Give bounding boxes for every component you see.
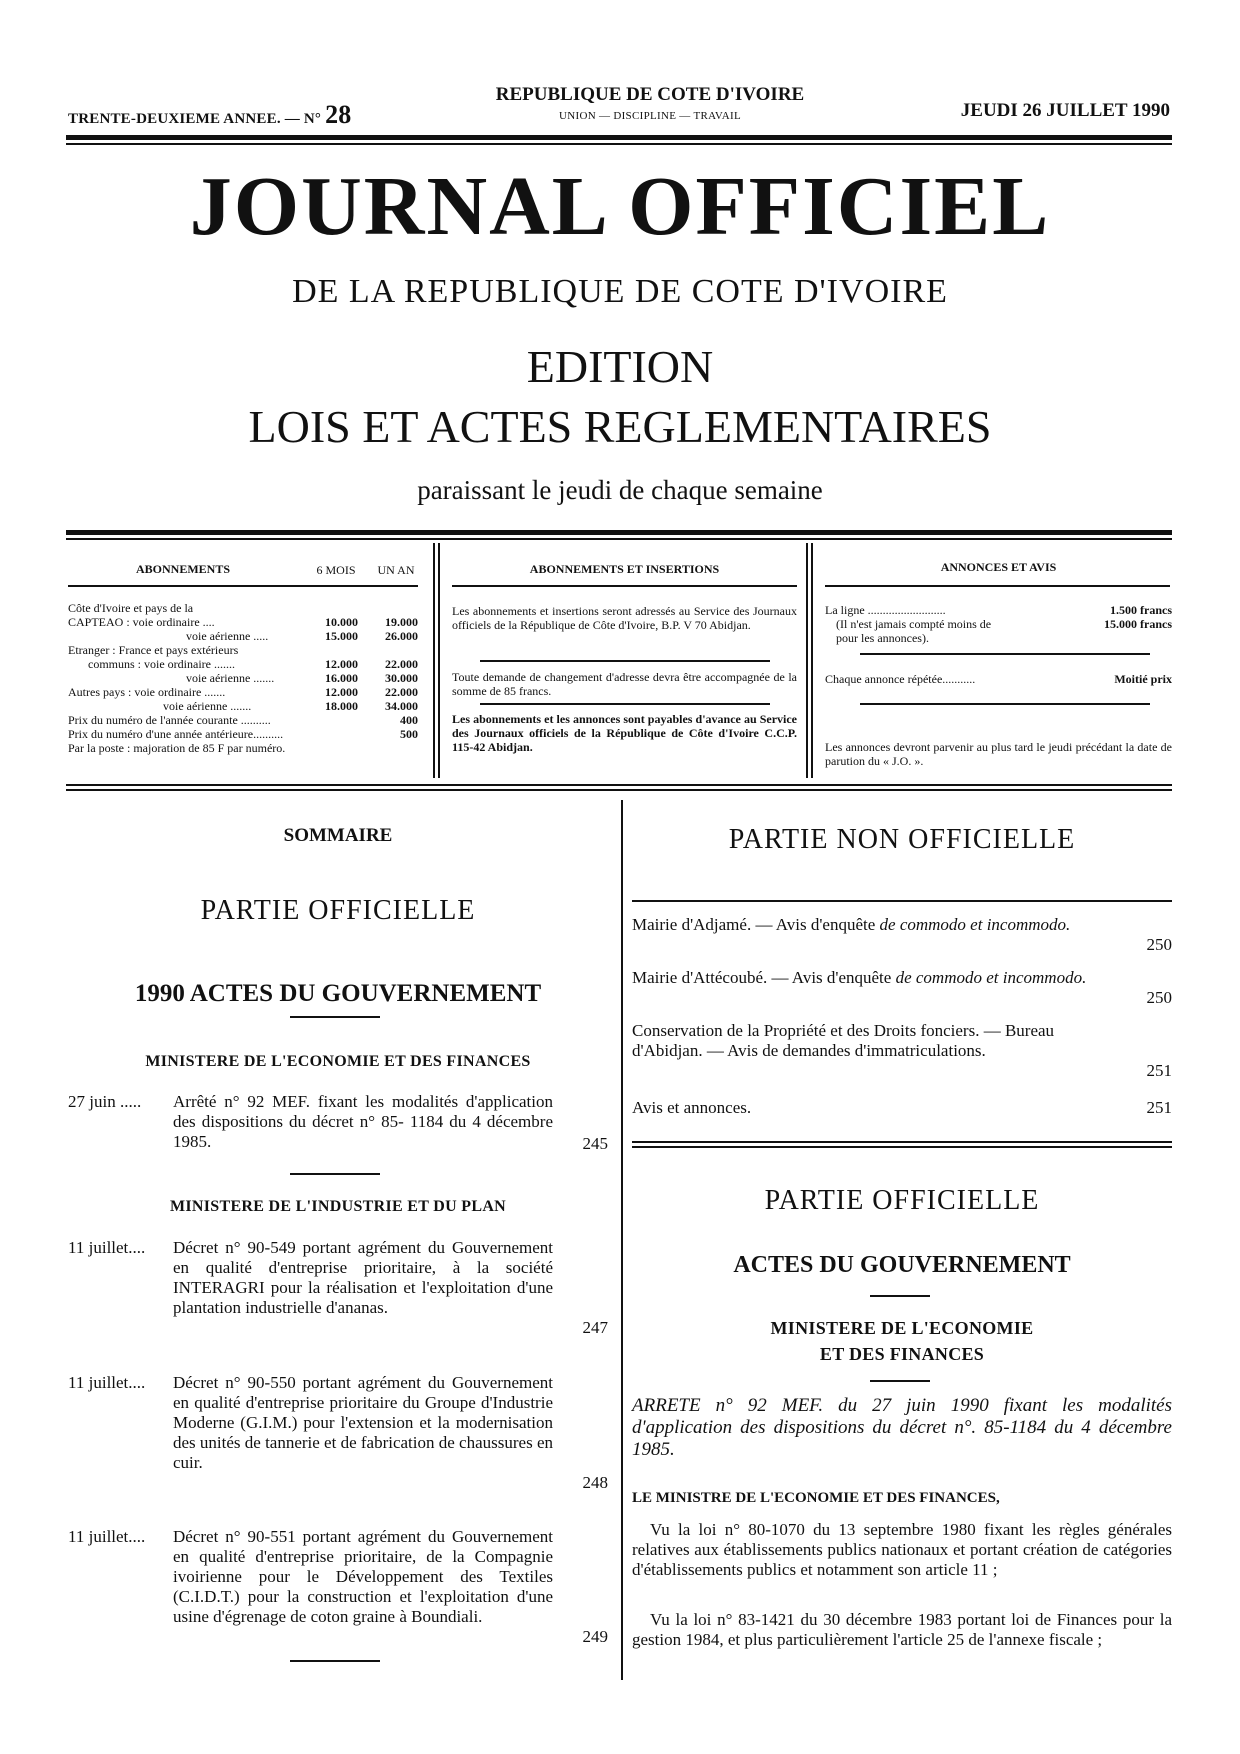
table-row: Etranger : France et pays extérieurs (68, 643, 239, 657)
min-price-label: (Il n'est jamais compté moins de (836, 617, 992, 631)
header-rule (66, 135, 1172, 140)
official-title: PARTIE OFFICIELLE (764, 1185, 1040, 1216)
table-row: voie aérienne ....... 18.000 34.000 (163, 699, 418, 713)
info-box-divider (433, 543, 435, 778)
list-item (68, 1527, 608, 1647)
insertions-address-change: Toute demande de changement d'adresse devra être accompagnée de la somme de 85 francs. (452, 670, 797, 698)
insertions-title: ABONNEMENTS ET INSERTIONS (529, 562, 720, 576)
list-item: Mairie d'Adjamé. — Avis d'enquête de commodo et incommodo. 250 (632, 915, 1172, 954)
entry-date: 11 juillet.... (68, 1238, 146, 1257)
item-page: 251 (1146, 1061, 1172, 1080)
announcements-rule (860, 703, 1150, 705)
entry-text: Décret n° 90-550 portant agrément du Gouvernement en qualité d'entreprise prioritaire du Groupe d'Industrie Moderne (G.I.M.) pour l'extension et la modernisation des unités de tannerie et de fabrication de chaussures en cuir. (173, 1373, 553, 1472)
list-item (68, 1373, 608, 1493)
table-row: communs : voie ordinaire ....... 12.000 22.000 (88, 657, 418, 671)
info-box-bottom-rule (66, 784, 1172, 786)
recital-2: Vu la loi n° 83-1421 du 30 décembre 1983 portant loi de Finances pour la gestion 1984, et plus particulièrement l'article 25 de l'annexe fiscale ; (632, 1610, 1172, 1649)
repeat-label: Chaque annonce répétée........... (825, 672, 976, 686)
list-item (68, 1238, 608, 1338)
national-motto: UNION — DISCIPLINE — TRAVAIL (559, 110, 741, 122)
info-box-divider (806, 543, 808, 778)
arrete-title: ARRETE n° 92 MEF. du 27 juin 1990 fixant les modalités d'application des dispositions du décret n°. 85-1184 du 4 décembre 1985. (632, 1395, 1172, 1460)
entry-text: Arrêté n° 92 MEF. fixant les modalités d'application des dispositions du décret n° 85- 1184 du 4 décembre 1985. (173, 1092, 553, 1151)
year-label: TRENTE-DEUXIEME ANNEE. — N° (68, 111, 322, 127)
item-page: 251 (1146, 1098, 1172, 1117)
list-item (68, 1092, 608, 1162)
table-row: Prix du numéro d'une année antérieure.......... 500 (68, 727, 418, 741)
section-rule (290, 1660, 380, 1662)
entry-page: 248 (582, 1473, 608, 1492)
info-box-divider (811, 543, 813, 778)
entry-date: 11 juillet.... (68, 1527, 146, 1546)
summary-gov-title: 1990 ACTES DU GOUVERNEMENT (134, 980, 542, 1007)
insertions-rule (452, 585, 797, 587)
info-box-top-rule-thin (66, 538, 1172, 540)
journal-subtitle: DE LA REPUBLIQUE DE COTE D'IVOIRE (292, 273, 948, 310)
official-gov-title: ACTES DU GOUVERNEMENT (733, 1252, 1071, 1278)
entry-page: 249 (582, 1627, 608, 1646)
section-rule (870, 1380, 930, 1382)
six-months-header: 6 MOIS (316, 563, 356, 577)
repeat-price: Moitié prix (1114, 672, 1172, 686)
section-rule (632, 900, 1172, 902)
section-rule (632, 1141, 1172, 1143)
list-item: Conservation de la Propriété et des Droits fonciers. — Bureau d'Abidjan. — Avis de demandes d'immatriculations. 251 (632, 1021, 1172, 1080)
item-page: 250 (1146, 935, 1172, 954)
header-rule-thin (66, 143, 1172, 145)
table-row: CAPTEAO : voie ordinaire .... 10.000 19.000 (68, 615, 418, 629)
ministry-industry-title: MINISTERE DE L'INDUSTRIE ET DU PLAN (169, 1198, 507, 1215)
issue-info (68, 100, 351, 130)
publication-frequency: paraissant le jeudi de chaque semaine (417, 475, 823, 505)
recital-1: Vu la loi n° 80-1070 du 13 septembre 1980 fixant les règles générales relatives aux établissements publics nationaux et portant création de catégories d'établissements publics et notamment son article 11 ; (632, 1520, 1172, 1579)
list-item: Mairie d'Attécoubé. — Avis d'enquête de commodo et incommodo. 250 (632, 968, 1172, 1007)
subscriptions-rule (68, 585, 418, 587)
entry-date: 27 juin ..... (68, 1092, 142, 1111)
summary-title: SOMMAIRE (283, 825, 393, 846)
official-ministry-line-1: MINISTERE DE L'ECONOMIE (770, 1318, 1034, 1338)
info-box-bottom-rule (66, 789, 1172, 791)
insertions-rule (480, 660, 770, 662)
column-divider (621, 800, 623, 1680)
entry-page: 245 (582, 1134, 608, 1153)
table-row: Autres pays : voie ordinaire ....... 12.000 22.000 (68, 685, 418, 699)
line-price-label: La ligne .......................... (825, 603, 946, 617)
insertions-payment: Les abonnements et les annonces sont payables d'avance au Service des Journaux officiels de la République de Côte d'Ivoire C.C.P. 115-42 Abidjan. (452, 712, 797, 754)
republic-name: REPUBLIQUE DE COTE D'IVOIRE (495, 84, 805, 105)
section-rule (290, 1173, 380, 1175)
entry-text: Décret n° 90-551 portant agrément du Gouvernement en qualité d'entreprise prioritaire, de la Compagnie ivoirienne pour le Développement des Textiles (C.I.D.T.) pour la construction et l'exploitation d'une usine d'égrenage de coton graine à Boundiali. (173, 1527, 553, 1626)
announcements-title: ANNONCES ET AVIS (940, 560, 1057, 574)
republic-header (440, 84, 860, 122)
section-rule (290, 1016, 380, 1018)
table-row: voie aérienne ..... 15.000 26.000 (186, 629, 418, 643)
edition-label: EDITION (526, 341, 714, 392)
entry-page: 247 (582, 1318, 608, 1337)
subscriptions-title: ABONNEMENTS (135, 562, 230, 576)
edition-name: LOIS ET ACTES REGLEMENTAIRES (248, 401, 992, 452)
list-item: Avis et annonces. 251 (632, 1098, 1172, 1117)
announcements-deadline: Les annonces devront parvenir au plus tard le jeudi précédant la date de parution du « J.O. ». (825, 740, 1172, 768)
announcements-rule (860, 653, 1150, 655)
table-row: voie aérienne ....... 16.000 30.000 (186, 671, 418, 685)
non-official-title: PARTIE NON OFFICIELLE (728, 824, 1076, 855)
insertions-rule (480, 703, 770, 705)
ministry-economy-title: MINISTERE DE L'ECONOMIE ET DES FINANCES (145, 1053, 531, 1070)
announcements-rule (825, 585, 1170, 587)
journal-title: JOURNAL OFFICIEL (189, 160, 1051, 253)
entry-text: Décret n° 90-549 portant agrément du Gouvernement en qualité d'entreprise prioritaire, à la société INTERAGRI pour la réalisation et l'exploitation d'une plantation industrielle d'ananas. (173, 1238, 553, 1317)
subscriptions-table (68, 601, 428, 755)
table-row: Côte d'Ivoire et pays de la (68, 601, 194, 615)
summary-official-title: PARTIE OFFICIELLE (200, 895, 476, 926)
info-box-top-rule (66, 530, 1172, 535)
table-row: Prix du numéro de l'année courante .......... 400 (68, 713, 418, 727)
official-ministry-line-2: ET DES FINANCES (819, 1344, 985, 1364)
min-price-label-2: pour les annonces). (836, 631, 929, 645)
issue-date: JEUDI 26 JUILLET 1990 (960, 100, 1170, 121)
insertions-address: Les abonnements et insertions seront adressés au Service des Journaux officiels de la République de Côte d'Ivoire, B.P. V 70 Abidjan. (452, 604, 797, 632)
table-row: Par la poste : majoration de 85 F par numéro. (68, 741, 286, 755)
issue-number: 28 (325, 100, 352, 129)
item-page: 250 (1146, 988, 1172, 1007)
entry-date: 11 juillet.... (68, 1373, 146, 1392)
section-rule (632, 1146, 1172, 1148)
line-price: 1.500 francs (1110, 603, 1172, 617)
info-box-divider (438, 543, 440, 778)
minister-heading: LE MINISTRE DE L'ECONOMIE ET DES FINANCES, (632, 1490, 1000, 1506)
min-price: 15.000 francs (1104, 617, 1172, 631)
section-rule (870, 1295, 930, 1297)
one-year-header: UN AN (377, 563, 415, 577)
